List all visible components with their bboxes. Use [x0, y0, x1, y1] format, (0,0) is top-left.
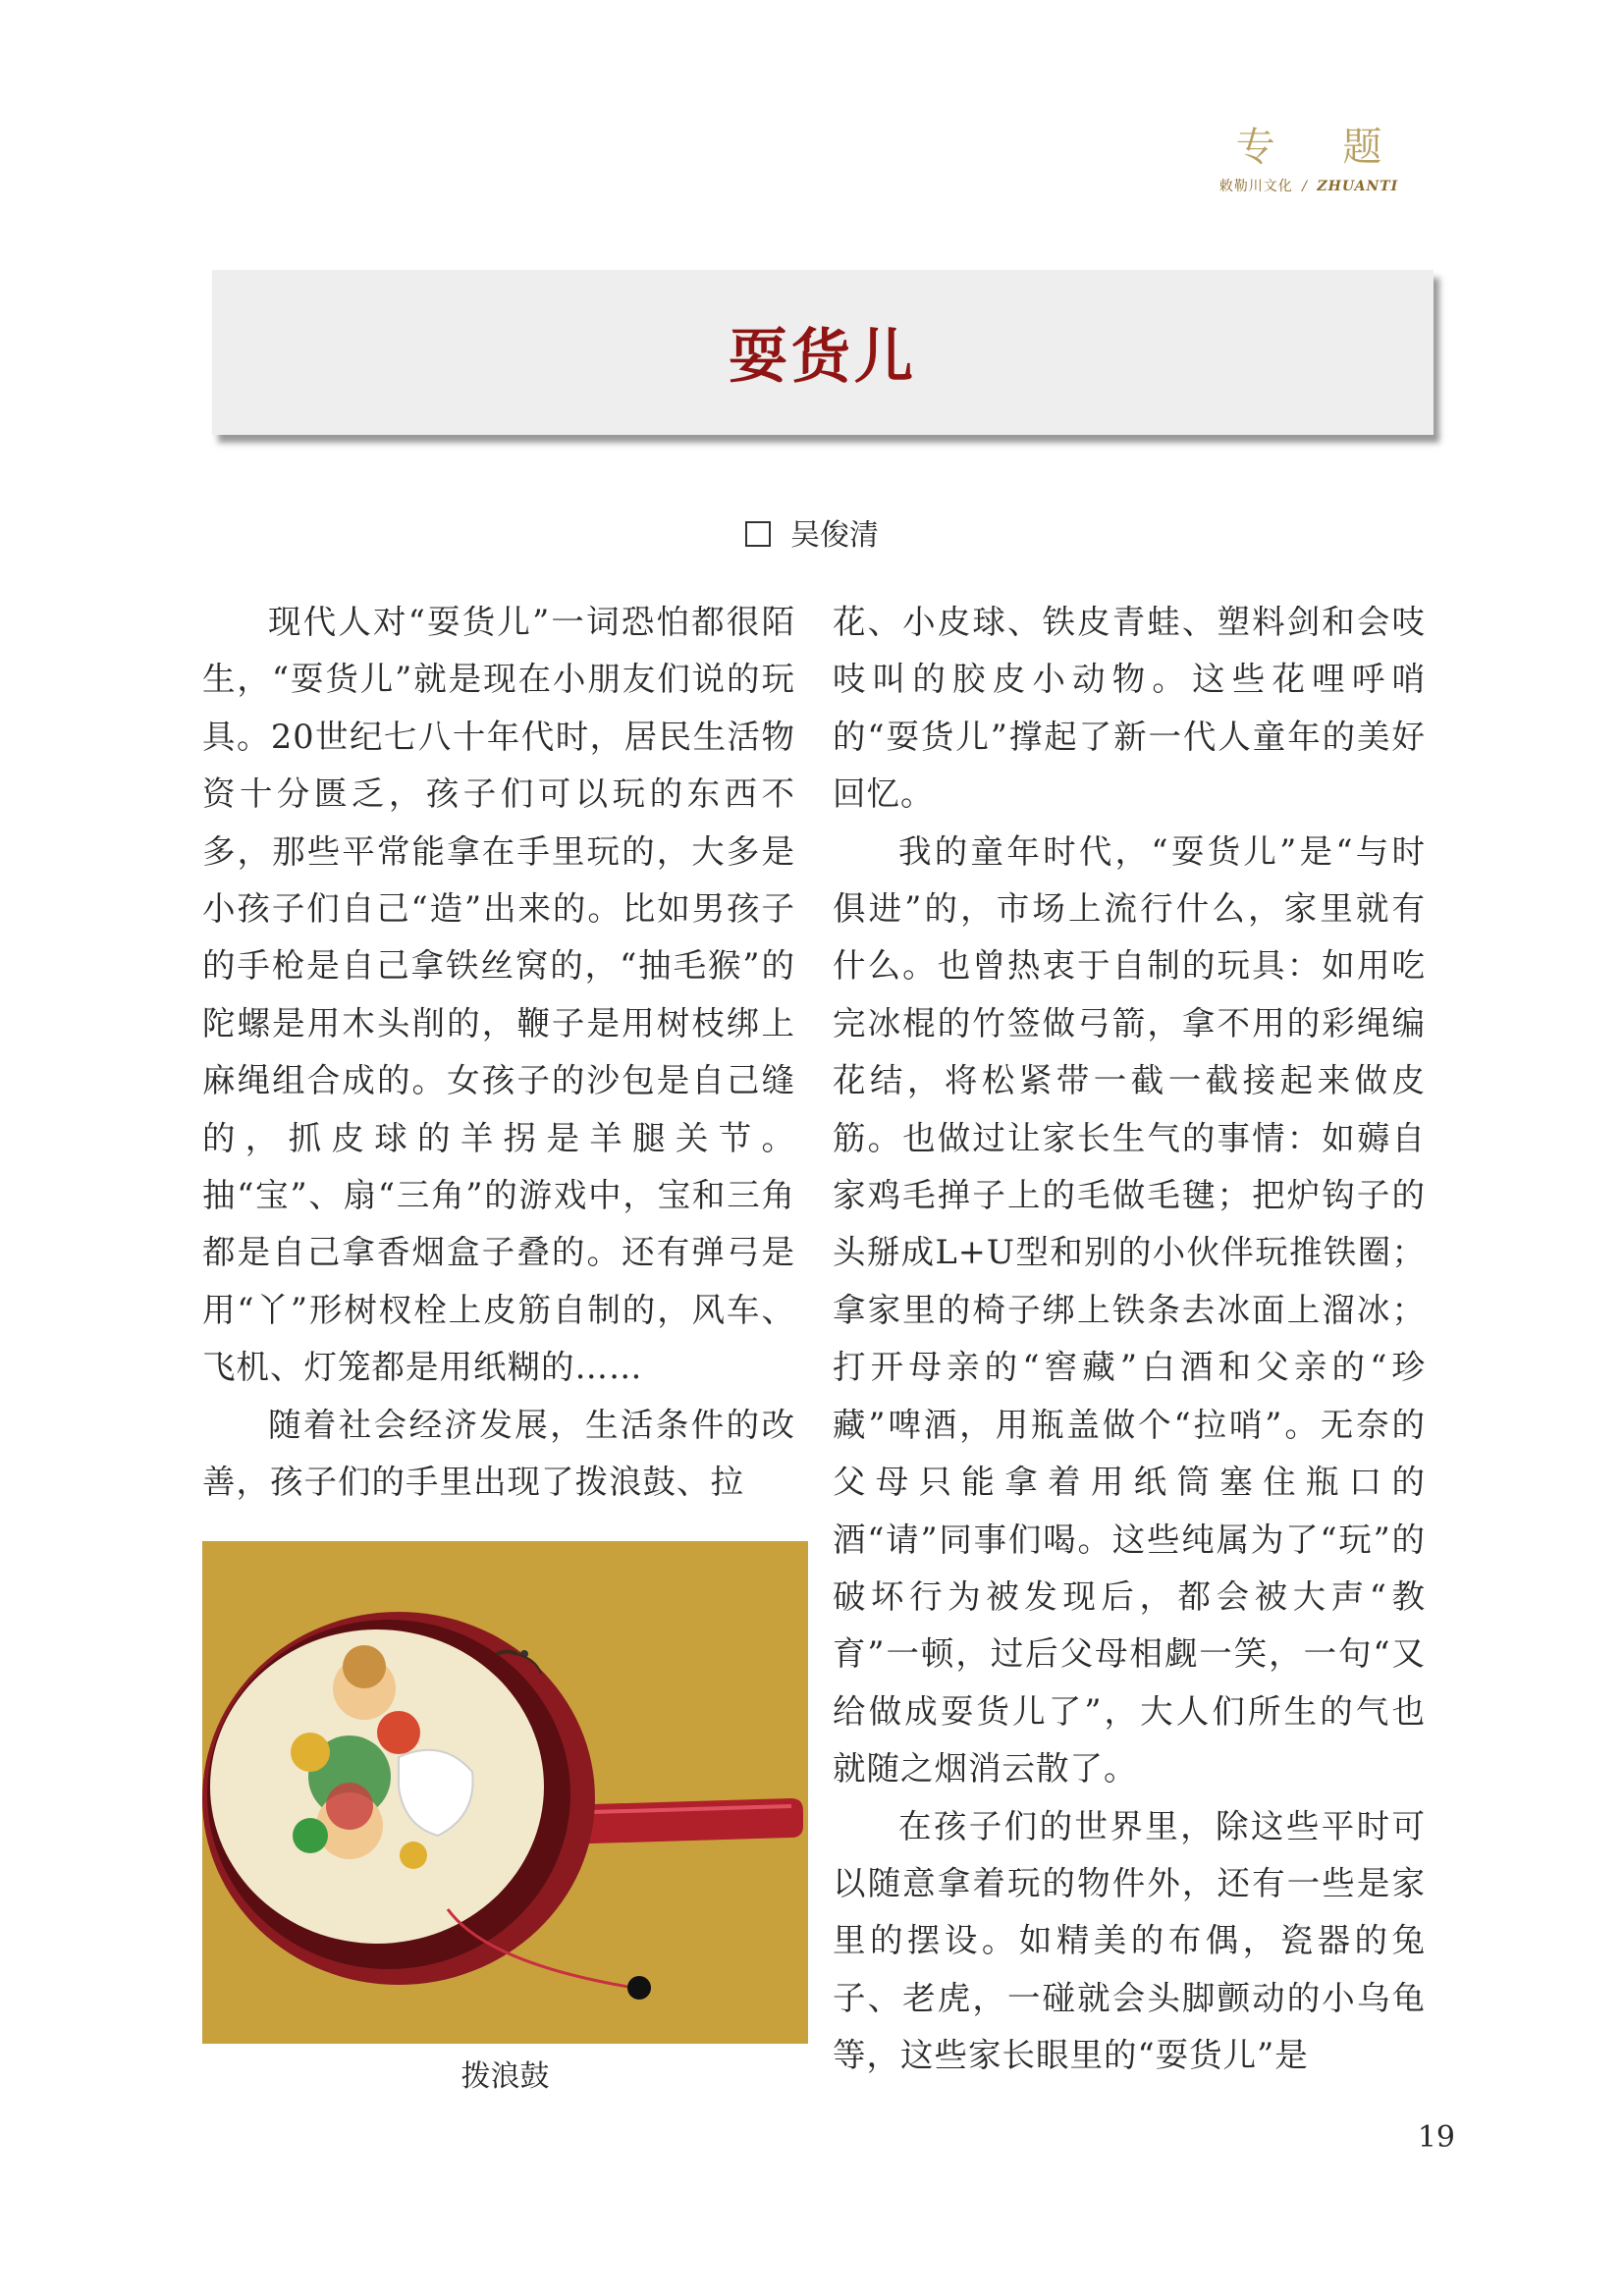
- article-title: 耍货儿: [729, 323, 917, 392]
- left-column: [202, 594, 795, 1512]
- byline: [0, 510, 1624, 554]
- section-subtitle-en: ZHUANTI: [1317, 179, 1399, 194]
- paragraph: 在孩子们的世界里，除这些平时可以随意拿着玩的物件外，还有一些是家里的摆设。如精美的布偶，瓷器的兔子、老虎，一碰就会头脚颤动的小乌龟等，这些家长眼里的“耍货儿”是: [833, 1806, 1426, 2075]
- section-subtitle-slash: /: [1302, 179, 1308, 194]
- page-number: 19: [1417, 2120, 1455, 2155]
- section-subtitle: [1206, 176, 1412, 195]
- paragraph: 花、小皮球、铁皮青蛙、塑料剑和会吱吱叫的胶皮小动物。这些花哩呼哨的“耍货儿”撑起了新一代人童年的美好回忆。: [833, 603, 1426, 814]
- square-icon: [745, 521, 771, 547]
- paragraph: 我的童年时代，“耍货儿”是“与时俱进”的，市场上流行什么，家里就有什么。也曾热衷于自制的玩具：如用吃完冰棍的竹签做弓箭，拿不用的彩绳编花结，将松紧带一截一截接起来做皮筋。也做过让家长生气的事情：如薅自家鸡毛掸子上的毛做毛毽；把炉钩子的头掰成L+U型和别的小伙伴玩推铁圈；拿家里的椅子绑上铁条去冰面上溜冰；打开母亲的“窖藏”白酒和父亲的“珍藏”啤酒，用瓶盖做个“拉哨”。无奈的父母只能拿着用纸筒塞住瓶口的酒“请”同事们喝。这些纯属为了“玩”的破坏行为被发现后，都会被大声“教育”一顿，过后父母相觑一笑，一句“又给做成耍货儿了”，大人们所生的气也就随之烟消云散了。: [833, 831, 1426, 1789]
- section-header: [1206, 116, 1412, 195]
- author-name: 吴俊清: [790, 518, 879, 553]
- figure-caption: 拨浪鼓: [460, 2059, 550, 2094]
- paragraph: 随着社会经济发展，生活条件的改善，孩子们的手里出现了拨浪鼓、拉: [202, 1405, 795, 1502]
- paragraph: 现代人对“耍货儿”一词恐怕都很陌生，“耍货儿”就是现在小朋友们说的玩具。20世纪七八十年代时，居民生活物资十分匮乏，孩子们可以玩的东西不多，那些平常能拿在手里玩的，大多是小孩子们自己“造”出来的。比如男孩子的手枪是自己拿铁丝窝的，“抽毛猴”的陀螺是用木头削的，鞭子是用树枝绑上麻绳组合成的。女孩子的沙包是自己缝的，抓皮球的羊拐是羊腿关节。抽“宝”、扇“三角”的游戏中，宝和三角都是自己拿香烟盒子叠的。还有弹弓是用“丫”形树杈栓上皮筋自制的，风车、飞机、灯笼都是用纸糊的……: [202, 603, 795, 1387]
- right-column: [833, 594, 1426, 2085]
- rattle-drum-illustration: [202, 1541, 808, 2044]
- title-banner: [212, 270, 1434, 435]
- section-subtitle-cn: 敕勒川文化: [1218, 179, 1293, 194]
- section-title: 专 题: [1235, 125, 1410, 170]
- rattle-drum-photo: [202, 1541, 808, 2044]
